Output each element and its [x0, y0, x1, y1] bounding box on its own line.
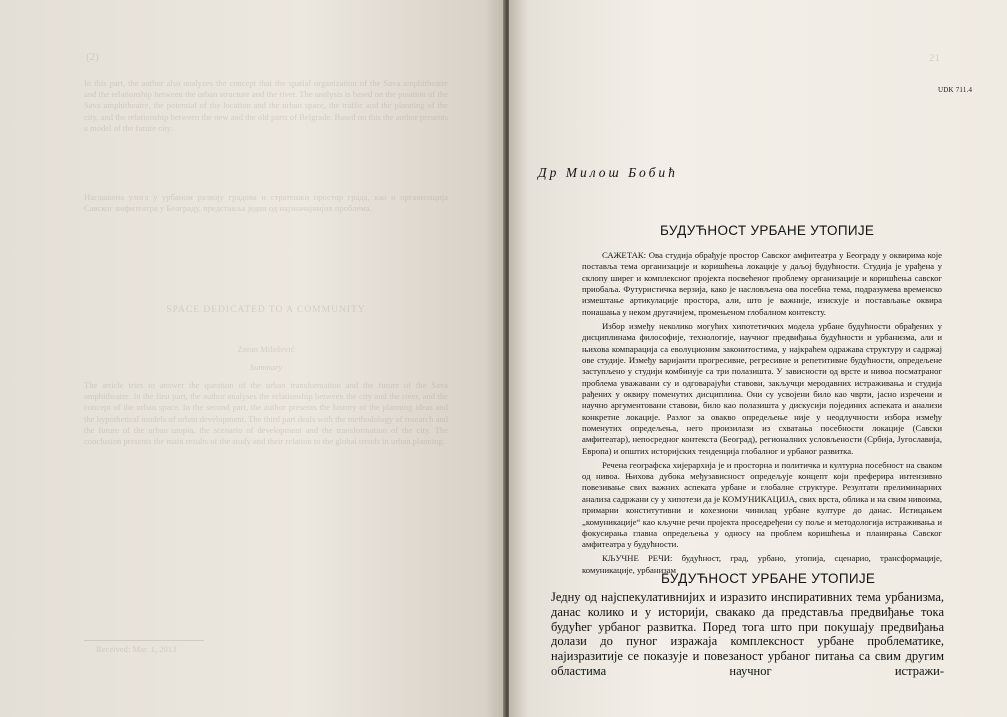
udk-code: UDK 711.4 [938, 86, 973, 94]
keywords: КЉУЧНЕ РЕЧИ: будућност, град, урбано, утопија, сценарио, трансформације, комуникације, урбанизам [582, 553, 942, 575]
left-bleed-heading: SPACE DEDICATED TO A COMMUNITY [166, 305, 366, 315]
left-bleed-mid: Наглашена улога у урбаном развоју градова и стратешки простор града, као и организација Савског амфитеатра у Београду, представља један од најзначајнијих проблема. [84, 192, 448, 214]
body-paragraph: Једну од најспекулативнијих и изразито инспиративних тема урбанизма, данас колико и у историји, свакако да представља предвиђање тока будућег урбаног развитка. Поред тога што при покушају предвиђања долази до пуног изражаја комплексност урбане проблематике, најизразитије се показује и повезаност урбаног питања са свим другим областима научног истражи- [551, 590, 944, 678]
left-footnote-rule [84, 640, 204, 641]
left-bleed-author: Zoran Milošević [237, 344, 295, 354]
abstract-paragraph: Речена географска хијерархија је и просторна и политичка и културна посебност на сваком од нивоа. Њихова дубока међузависност опредељује концепт који преферира интензивно повезивање свих важних аспеката урбане и глобалне структуре. Резултати прелиминарних анализа садржани су у хипотези да је КОМУНИКАЦИЈА, свих врста, облика и на свим нивоима, примарни конститутивни и кохезиони чинилац урбане културе до данас. Истицањем „комуникације“ као кључне речи пројекта проседређени су поље и методологија истраживања и фокусирања главна опредељења у односу на проблем коришћења и планирања Савског амфитеатра у будућности. [582, 459, 942, 550]
left-bleed-footnote: Received: Mar. 1, 2013 [96, 644, 177, 654]
left-page-number: (2) [86, 51, 99, 63]
author-name: Др Милош Бобић [538, 165, 678, 180]
left-bleed-summary-label: Summary [249, 362, 283, 372]
section-title: БУДУЋНОСТ УРБАНЕ УТОПИЈЕ [661, 571, 876, 586]
abstract [582, 250, 942, 579]
abstract-paragraph: САЖЕТАК: Ова студија обрађује простор Савског амфитеатра у Београду у оквирима које постављa тема организације и коришћења локације у даљој будућности. Студија је урађена у склопу ширег и комплексног пројекта посвећеног проблему организације и коришћења савског приобаља. Футуристичка верзија, како је насловљена ова посебна тема, подразумева временско измештање артикулације простора, али, што је важније, изискује и постављање оквира понашања у неком другачијем, промењеном глобалном контексту. [582, 250, 942, 317]
abstract-paragraph: Избор између неколико могућих хипотетичких модела урбане будућности обрађених у дисциплинама философије, технологије, научног предвиђања будућности и урбанизма, али и њихова компарација са еволуционим законитостима, у најкраћем одражава структуру и садржај ове студије. Између варијанти прогресивне, регресивне и репетитивне будућности, опредељене заступљено у студији комбинује са три полазишта. У зависности од врсте и нивоа посматраног проблема уважавани су и одговарајући ставови, закључци меродавних истраживања и студија рађених у оквиру поменутих дисциплина. Они су усвојени било као чврти, јасно изречени и научно аргументовани ставови, било као полазишта у дискусији појединих аспеката и анализи конкретне локације. Разлог за овакво опредељење није у неодлучности избора између поменутих опредељења, него произилази из схватања посебности локације (Савски амфитеатар), непосредног контекста (Београд), регионалних условљености (Србија, Југославија, Европа) и општих историјских тенденција глобалног и урбаног развитка. [582, 320, 942, 456]
left-bleed-top: In this part, the author also analyzes the concept that the spatial organization of the Sava amphitheatre and the relationship between the urban structure and the river. The analysis is based on the position of the Sava amphitheatre, the potential of the location and the urban space, the traffic and the planning of the city, and the relationship between the new and the old parts of Belgrade. Based on this the author presents a model of the future city. [84, 78, 448, 133]
left-bleed-body: The article tries to answer the question of the urban transformation and the future of the Sava amphitheatre. In the first part, the author analyses the relationship between the city and the river, and the concept of the urban space. In the second part, the author presents the history of the planning ideas and the hypothetical models of urban development. The third part deals with the methodology of research and the future of the urban utopia, the scenario of development and the transformation of the city. The conclusion presents the main results of the study and their relation to the global trends in urban planning. [84, 380, 448, 447]
right-page-number: 21 [929, 52, 940, 64]
body-text [551, 590, 944, 679]
article-title: БУДУЋНОСТ УРБАНЕ УТОПИЈЕ [660, 223, 875, 238]
